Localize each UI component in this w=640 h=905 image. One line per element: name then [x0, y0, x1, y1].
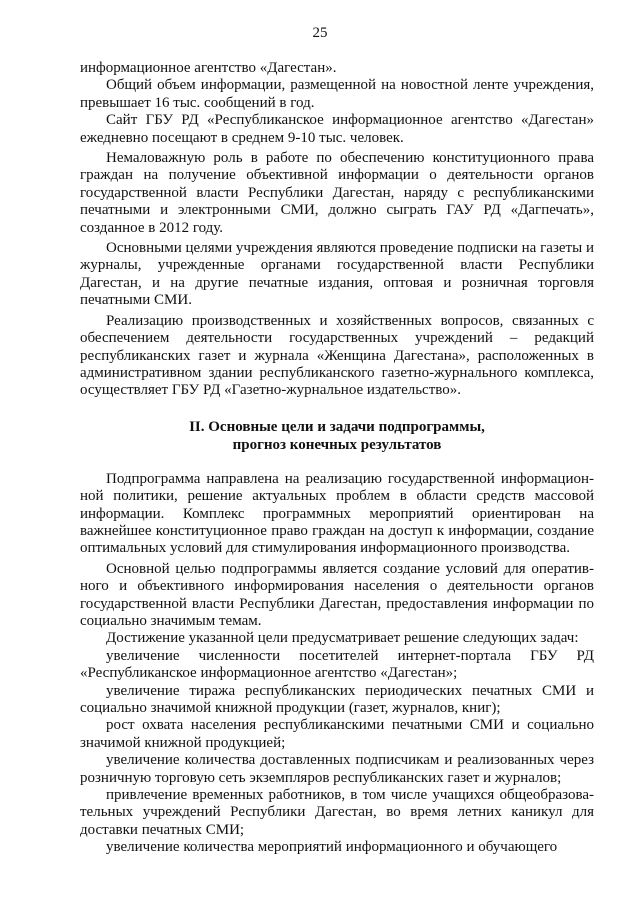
- paragraph: Основной целью подпрограммы является создание условий для оперативного и объективного информирования населения о деятельности органов государственной власти Республики Дагестан, предоставления информации по социально значимым темам.: [80, 560, 594, 629]
- section-heading-line: II. Основные цели и задачи подпрограммы,: [189, 418, 485, 435]
- document-body: [80, 60, 594, 857]
- list-item: увеличение количества доставленных подписчикам и реализованных через розничную торговую сеть экземпляров республиканских газет и журналов;: [80, 752, 594, 786]
- paragraph: Немаловажную роль в работе по обеспечению конституционного права граждан на получение объективной информации о деятельности органов государственной власти Республики Дагестан, наряду с республиканскими печатными и электронными СМИ, должно сыграть ГАУ РД «Дагпечать», созданное в 2012 году.: [80, 150, 594, 236]
- paragraph: Общий объем информации, размещенной на новостной ленте учреждения, превышает 16 тыс. сообщений в год.: [80, 77, 594, 111]
- list-item: увеличение тиража республиканских периодических печатных СМИ и социально значимой книжной продукции (газет, журналов, книг);: [80, 682, 594, 716]
- list-item: привлечение временных работников, в том числе учащихся общеобразовательных учреждений Республики Дагестан, во время летних каникул для доставки печатных СМИ;: [80, 787, 594, 838]
- paragraph: Реализацию производственных и хозяйственных вопросов, связанных с обеспечением деятельности государственных учреждений – редакций республиканских газет и журнала «Женщина Дагестана», расположенных в административном здании республиканского газетно-журнального комплекса, осуществляет ГБУ РД «Газетно-журнальное издательство».: [80, 312, 594, 399]
- paragraph: Основными целями учреждения являются проведение подписки на газеты и журналы, учрежденные органами государственной власти Республики Дагестан, и на другие печатные издания, оптовая и розничная торговля печатными СМИ.: [80, 240, 594, 309]
- list-item: увеличение численности посетителей интернет-портала ГБУ РД «Республиканское информационное агентство «Дагестан»;: [80, 647, 594, 682]
- paragraph: Сайт ГБУ РД «Республиканское информационное агентство «Дагестан» ежедневно посещают в среднем 9-10 тыс. человек.: [80, 112, 594, 146]
- list-item: рост охвата населения республиканскими печатными СМИ и социально значимой книжной продукцией;: [80, 717, 594, 751]
- page-number: 25: [312, 25, 328, 41]
- section-heading: [80, 418, 594, 454]
- paragraph: Достижение указанной цели предусматривает решение следующих задач:: [106, 630, 579, 647]
- paragraph: информационное агентство «Дагестан».: [80, 60, 337, 76]
- list-item: увеличение количества мероприятий информационного и обучающего: [106, 839, 558, 856]
- paragraph: Подпрограмма направлена на реализацию государственной информационной политики, решение актуальных проблем в области средств массовой информации. Комплекс программных мероприятий ориентирован на важнейшее конституционное право граждан на доступ к информации, создание оптимальных условий для стимулирования информационного производства.: [80, 470, 594, 557]
- section-heading-line: прогноз конечных результатов: [232, 436, 442, 453]
